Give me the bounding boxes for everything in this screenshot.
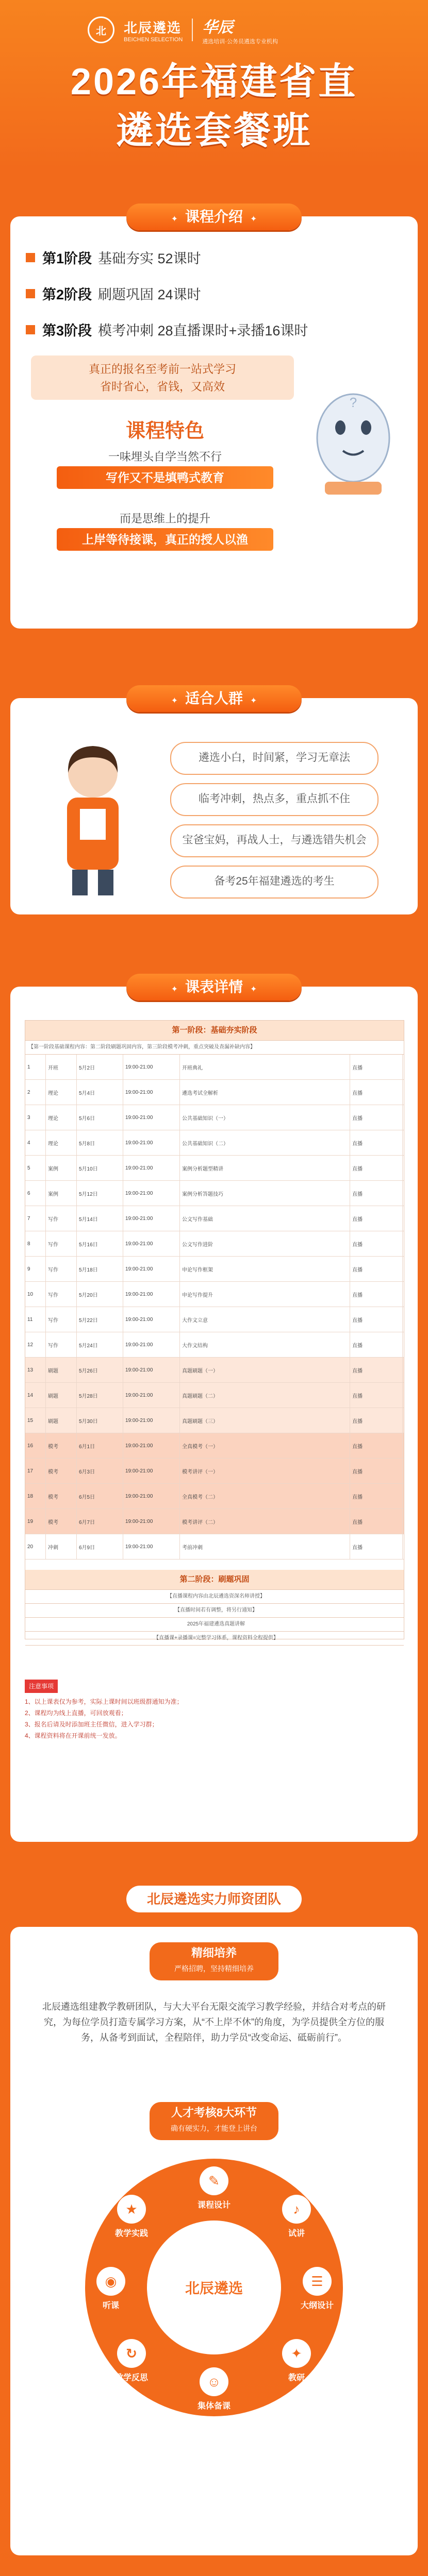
ring-label: 集体备课 bbox=[197, 2402, 231, 2411]
table-cell: 15 bbox=[25, 1408, 46, 1433]
ring-label: 教学实践 bbox=[114, 2229, 148, 2238]
table-cell: 19:00-21:00 bbox=[123, 1509, 180, 1534]
table-cell: 4 bbox=[25, 1130, 46, 1155]
table-cell: 20 bbox=[25, 1534, 46, 1559]
table-cell: 直播 bbox=[350, 1383, 403, 1408]
table-cell: 19 bbox=[25, 1509, 46, 1534]
tab2-title: 人才考核8大环节 bbox=[171, 2106, 257, 2119]
ring-label: 课程设计 bbox=[197, 2201, 231, 2210]
table-cell: 直播 bbox=[350, 1206, 403, 1231]
table-cell: 直播 bbox=[350, 1181, 403, 1206]
table-cell: 19:00-21:00 bbox=[123, 1459, 180, 1483]
table-cell: 5月20日 bbox=[77, 1282, 123, 1307]
ring-label: 试讲 bbox=[288, 2229, 305, 2238]
table-cell: 5月26日 bbox=[77, 1358, 123, 1382]
table-cell: 19:00-21:00 bbox=[123, 1130, 180, 1155]
sub-note2: 【直播时间若有调整，将另行通知】 bbox=[25, 1604, 404, 1618]
table-cell: 直播 bbox=[350, 1231, 403, 1256]
table-cell: 真题刷题（三） bbox=[180, 1408, 350, 1433]
table-cell: 直播 bbox=[350, 1080, 403, 1105]
table-cell: 5月10日 bbox=[77, 1156, 123, 1180]
mascot-illustration bbox=[302, 361, 405, 505]
audience-ribbon: ✦ 适合人群 ✦ bbox=[126, 685, 302, 712]
table-cell: 8 bbox=[25, 1231, 46, 1256]
reflect-icon: ↻ bbox=[117, 2339, 146, 2368]
table-row bbox=[25, 1055, 404, 1080]
table-cell: 直播 bbox=[350, 1105, 403, 1130]
table-cell: 6月5日 bbox=[77, 1484, 123, 1509]
schedule-table bbox=[25, 1020, 404, 1639]
table-cell: 写作 bbox=[46, 1332, 77, 1357]
table-cell: 19:00-21:00 bbox=[123, 1332, 180, 1357]
sub-head: 第二阶段：刷题巩固 bbox=[25, 1570, 404, 1590]
table-row bbox=[25, 1206, 404, 1231]
ring-label: 听课 bbox=[102, 2301, 119, 2310]
table-cell: 14 bbox=[25, 1383, 46, 1408]
table-cell: 直播 bbox=[350, 1484, 403, 1509]
table-row bbox=[25, 1156, 404, 1181]
table-cell: 大作文结构 bbox=[180, 1332, 350, 1357]
table-cell: 6月1日 bbox=[77, 1433, 123, 1458]
table-cell: 直播 bbox=[350, 1534, 403, 1559]
table-cell: 直播 bbox=[350, 1509, 403, 1534]
table-cell: 写作 bbox=[46, 1231, 77, 1256]
table-cell: 直播 bbox=[350, 1358, 403, 1382]
sub-note1: 【直播课程内容由北辰遴选资深名师讲授】 bbox=[25, 1590, 404, 1604]
table-cell: 大作文立意 bbox=[180, 1307, 350, 1332]
table-cell: 17 bbox=[25, 1459, 46, 1483]
table-cell: 写作 bbox=[46, 1206, 77, 1231]
table-cell: 全真模考（一） bbox=[180, 1433, 350, 1458]
table-cell: 19:00-21:00 bbox=[123, 1156, 180, 1180]
phase-text: 模考冲刺 28直播课时+录播16课时 bbox=[98, 323, 308, 338]
table-cell: 19:00-21:00 bbox=[123, 1383, 180, 1408]
table-row bbox=[25, 1459, 404, 1484]
ring-label: 大纲设计 bbox=[300, 2301, 334, 2310]
table-cell: 案例 bbox=[46, 1181, 77, 1206]
table-row bbox=[25, 1080, 404, 1105]
table-cell: 直播 bbox=[350, 1459, 403, 1483]
notice-line: 3、报名后请及时添加班主任微信，进入学习群； bbox=[25, 1721, 158, 1728]
features-bar2: 上岸等待接课，真正的授人以渔 bbox=[57, 528, 273, 551]
features-line2: 而是思维上的提升 bbox=[119, 512, 210, 525]
table-cell: 案例 bbox=[46, 1156, 77, 1180]
group-icon: ☺ bbox=[200, 2367, 228, 2396]
schedule-ribbon: ✦ 课表详情 ✦ bbox=[126, 974, 302, 1001]
table-cell: 13 bbox=[25, 1358, 46, 1382]
table-row bbox=[25, 1105, 404, 1130]
table-cell: 模考讲评（一） bbox=[180, 1459, 350, 1483]
ring-item bbox=[273, 2195, 320, 2239]
table-cell: 19:00-21:00 bbox=[123, 1408, 180, 1433]
table-cell: 模考 bbox=[46, 1433, 77, 1458]
table-cell: 公文写作进阶 bbox=[180, 1231, 350, 1256]
table-cell: 模考讲评（二） bbox=[180, 1509, 350, 1534]
table-cell: 5月16日 bbox=[77, 1231, 123, 1256]
tab1-sub: 严格招聘，坚持精细培养 bbox=[174, 1964, 254, 1973]
table-cell: 19:00-21:00 bbox=[123, 1206, 180, 1231]
phase-tag: 第3阶段 bbox=[42, 323, 92, 338]
brand-header bbox=[88, 14, 278, 45]
table-row bbox=[25, 1231, 404, 1257]
table-cell: 19:00-21:00 bbox=[123, 1105, 180, 1130]
tab2-sub: 确有硬实力，才能登上讲台 bbox=[171, 2124, 257, 2132]
team-paragraph: 北辰遴选组建教学教研团队，与大大平台无限交流学习教学经验，并结合对考点的研究，为每位学员打造专属学习方案，从“不上岸不休”的角度，为学员提供全方位的服务，从备考到面试，全程陪伴，助力学员“改变命运、砥砺前行”。 bbox=[42, 2002, 386, 2043]
table-cell: 开班典礼 bbox=[180, 1055, 350, 1079]
brand-divider bbox=[192, 19, 193, 41]
table-cell: 理论 bbox=[46, 1130, 77, 1155]
phase-tag: 第1阶段 bbox=[42, 251, 92, 266]
table-cell: 写作 bbox=[46, 1307, 77, 1332]
table-cell: 直播 bbox=[350, 1055, 403, 1079]
table-cell: 遴选考试全解析 bbox=[180, 1080, 350, 1105]
phase-3 bbox=[26, 319, 308, 340]
table-cell: 刷题 bbox=[46, 1358, 77, 1382]
table-cell: 19:00-21:00 bbox=[123, 1231, 180, 1256]
table-row bbox=[25, 1257, 404, 1282]
table-cell: 5月8日 bbox=[77, 1130, 123, 1155]
table-cell: 理论 bbox=[46, 1105, 77, 1130]
features-line1: 一味埋头自学当然不行 bbox=[108, 450, 222, 463]
table-cell: 2 bbox=[25, 1080, 46, 1105]
table-cell: 12 bbox=[25, 1332, 46, 1357]
table-row bbox=[25, 1307, 404, 1332]
table-cell: 刷题 bbox=[46, 1408, 77, 1433]
table-cell: 19:00-21:00 bbox=[123, 1307, 180, 1332]
table-cell: 直播 bbox=[350, 1307, 403, 1332]
phase-1 bbox=[26, 247, 201, 267]
table-cell: 19:00-21:00 bbox=[123, 1358, 180, 1382]
partner-brand: 华辰 bbox=[202, 19, 234, 36]
table-cell: 真题刷题（二） bbox=[180, 1383, 350, 1408]
table-cell: 写作 bbox=[46, 1257, 77, 1281]
ring-item bbox=[294, 2267, 340, 2311]
table-cell: 开班 bbox=[46, 1055, 77, 1079]
table-cell: 模考 bbox=[46, 1509, 77, 1534]
table-cell: 直播 bbox=[350, 1257, 403, 1281]
bullet-icon bbox=[26, 289, 35, 298]
table-cell: 模考 bbox=[46, 1459, 77, 1483]
partner-brand-sub: 遴选培训·公务员遴选专业机构 bbox=[202, 39, 278, 45]
research-icon: ✦ bbox=[282, 2339, 311, 2368]
table-row bbox=[25, 1484, 404, 1509]
hero-title-line1: 2026年福建省直 bbox=[70, 61, 358, 103]
table-note: 【第一阶段基础课程内容：第二阶段刷题巩固内容，第三阶段模考冲刺，重点突破及查漏补缺内容】 bbox=[25, 1041, 404, 1055]
table-cell: 19:00-21:00 bbox=[123, 1534, 180, 1559]
table-cell: 16 bbox=[25, 1433, 46, 1458]
table-cell: 1 bbox=[25, 1055, 46, 1079]
svg-text:?: ? bbox=[349, 395, 357, 410]
table-cell: 9 bbox=[25, 1257, 46, 1281]
table-row bbox=[25, 1433, 404, 1459]
table-row bbox=[25, 1534, 404, 1560]
ring-item bbox=[273, 2339, 320, 2383]
table-title: 第一阶段：基础夯实阶段 bbox=[25, 1021, 404, 1041]
table-cell: 案例分析答题技巧 bbox=[180, 1181, 350, 1206]
table-cell: 刷题 bbox=[46, 1383, 77, 1408]
table-cell: 5月28日 bbox=[77, 1383, 123, 1408]
table-cell: 案例分析题型精讲 bbox=[180, 1156, 350, 1180]
table-cell: 5月24日 bbox=[77, 1332, 123, 1357]
table-cell: 考前冲刺 bbox=[180, 1534, 350, 1559]
note-line2: 省时省心，省钱，又高效 bbox=[100, 380, 225, 393]
table-body bbox=[25, 1055, 404, 1560]
table-row bbox=[25, 1408, 404, 1433]
table-cell: 6 bbox=[25, 1181, 46, 1206]
table-cell: 6月7日 bbox=[77, 1509, 123, 1534]
table-row bbox=[25, 1358, 404, 1383]
table-row bbox=[25, 1282, 404, 1307]
sub-note3: 2025年福建遴选真题讲解 bbox=[25, 1618, 404, 1632]
table-cell: 模考 bbox=[46, 1484, 77, 1509]
table-cell: 全真模考（二） bbox=[180, 1484, 350, 1509]
table-cell: 公共基础知识（一） bbox=[180, 1105, 350, 1130]
table-cell: 直播 bbox=[350, 1332, 403, 1357]
table-cell: 5月4日 bbox=[77, 1080, 123, 1105]
ring-label: 教学反思 bbox=[114, 2374, 148, 2382]
practice-icon: ★ bbox=[117, 2195, 146, 2224]
table-row bbox=[25, 1130, 404, 1156]
audience-item-1: 遴选小白，时间紧，学习无章法 bbox=[170, 742, 378, 775]
table-cell: 5月22日 bbox=[77, 1307, 123, 1332]
table-cell: 直播 bbox=[350, 1156, 403, 1180]
table-cell: 直播 bbox=[350, 1433, 403, 1458]
table-cell: 19:00-21:00 bbox=[123, 1055, 180, 1079]
table-row bbox=[25, 1509, 404, 1534]
table-cell: 11 bbox=[25, 1307, 46, 1332]
notice-line: 2、课程均为线上直播，可回放观看； bbox=[25, 1709, 127, 1717]
ring-item bbox=[191, 2367, 237, 2411]
table-cell: 直播 bbox=[350, 1282, 403, 1307]
table-cell: 理论 bbox=[46, 1080, 77, 1105]
table-cell: 19:00-21:00 bbox=[123, 1433, 180, 1458]
table-cell: 公共基础知识（二） bbox=[180, 1130, 350, 1155]
ring-item bbox=[191, 2166, 237, 2210]
audience-item-4: 备考25年福建遴选的考生 bbox=[170, 866, 378, 899]
ring-item bbox=[108, 2339, 155, 2383]
table-cell: 5月12日 bbox=[77, 1181, 123, 1206]
table-cell: 7 bbox=[25, 1206, 46, 1231]
note-line1: 真正的报名至考前一站式学习 bbox=[88, 363, 236, 376]
tab1-title: 精细培养 bbox=[191, 1946, 237, 1959]
phase-tag: 第2阶段 bbox=[42, 287, 92, 302]
ring-center: 北辰遴选 bbox=[147, 2221, 281, 2354]
table-cell: 6月3日 bbox=[77, 1459, 123, 1483]
team-tab2 bbox=[150, 2102, 278, 2140]
table-cell: 直播 bbox=[350, 1408, 403, 1433]
table-cell: 19:00-21:00 bbox=[123, 1181, 180, 1206]
logo-icon: 北 bbox=[88, 16, 114, 43]
table-cell: 5月6日 bbox=[77, 1105, 123, 1130]
intro-note bbox=[31, 355, 294, 400]
ear-icon: ◉ bbox=[96, 2267, 125, 2296]
table-cell: 公文写作基础 bbox=[180, 1206, 350, 1231]
book-icon: ✎ bbox=[200, 2166, 228, 2195]
table-cell: 写作 bbox=[46, 1282, 77, 1307]
table-cell: 5月14日 bbox=[77, 1206, 123, 1231]
table-cell: 5月2日 bbox=[77, 1055, 123, 1079]
table-cell: 19:00-21:00 bbox=[123, 1484, 180, 1509]
features-title: 课程特色 bbox=[125, 420, 204, 442]
table-row bbox=[25, 1332, 404, 1358]
ring-item bbox=[88, 2267, 134, 2311]
brand-sub: BEICHEN SELECTION bbox=[124, 36, 183, 43]
table-cell: 19:00-21:00 bbox=[123, 1282, 180, 1307]
table-cell: 19:00-21:00 bbox=[123, 1080, 180, 1105]
table-cell: 10 bbox=[25, 1282, 46, 1307]
phase-text: 刷题巩固 24课时 bbox=[98, 287, 201, 302]
bullet-icon bbox=[26, 253, 35, 262]
table-cell: 5月18日 bbox=[77, 1257, 123, 1281]
notice-line: 1、以上课表仅为参考，实际上课时间以班级群通知为准； bbox=[25, 1698, 183, 1705]
table-cell: 真题刷题（一） bbox=[180, 1358, 350, 1382]
mic-icon: ♪ bbox=[282, 2195, 311, 2224]
team-heading: 北辰遴选实力师资团队 bbox=[126, 1886, 302, 1912]
features-bar1: 写作又不是填鸭式教育 bbox=[57, 466, 273, 489]
hero-title-line2: 遴选套餐班 bbox=[116, 110, 312, 151]
notice-block bbox=[25, 1680, 403, 1741]
phase-2 bbox=[26, 283, 201, 303]
table-row bbox=[25, 1181, 404, 1206]
team-tab1 bbox=[150, 1942, 278, 1980]
phase-text: 基础夯实 52课时 bbox=[98, 251, 201, 266]
audience-illustration bbox=[36, 732, 150, 902]
ring-label: 教研 bbox=[288, 2374, 305, 2382]
brand-name: 北辰遴选 bbox=[124, 20, 182, 36]
audience-item-3: 宝爸宝妈，再战人士，与遴选错失机会 bbox=[170, 824, 378, 857]
table-cell: 冲刺 bbox=[46, 1534, 77, 1559]
table-cell: 3 bbox=[25, 1105, 46, 1130]
table-cell: 5 bbox=[25, 1156, 46, 1180]
table-cell: 申论写作提升 bbox=[180, 1282, 350, 1307]
notice-line: 4、课程资料将在开课前统一发放。 bbox=[25, 1732, 121, 1739]
notice-label: 注意事项 bbox=[25, 1680, 58, 1693]
intro-ribbon: ✦ 课程介绍 ✦ bbox=[126, 204, 302, 230]
table-cell: 申论写作框架 bbox=[180, 1257, 350, 1281]
table-cell: 6月9日 bbox=[77, 1534, 123, 1559]
sub-note4: 【直播课+录播课=完整学习体系，课程资料全程提供】 bbox=[25, 1632, 404, 1646]
ring-item bbox=[108, 2195, 155, 2239]
hero-banner bbox=[0, 0, 428, 170]
outline-icon: ☰ bbox=[303, 2267, 332, 2296]
table-row bbox=[25, 1383, 404, 1408]
table-cell: 19:00-21:00 bbox=[123, 1257, 180, 1281]
audience-item-2: 临考冲刺，热点多，重点抓不住 bbox=[170, 783, 378, 816]
bullet-icon bbox=[26, 325, 35, 334]
table-cell: 18 bbox=[25, 1484, 46, 1509]
table-cell: 5月30日 bbox=[77, 1408, 123, 1433]
table-cell: 直播 bbox=[350, 1130, 403, 1155]
